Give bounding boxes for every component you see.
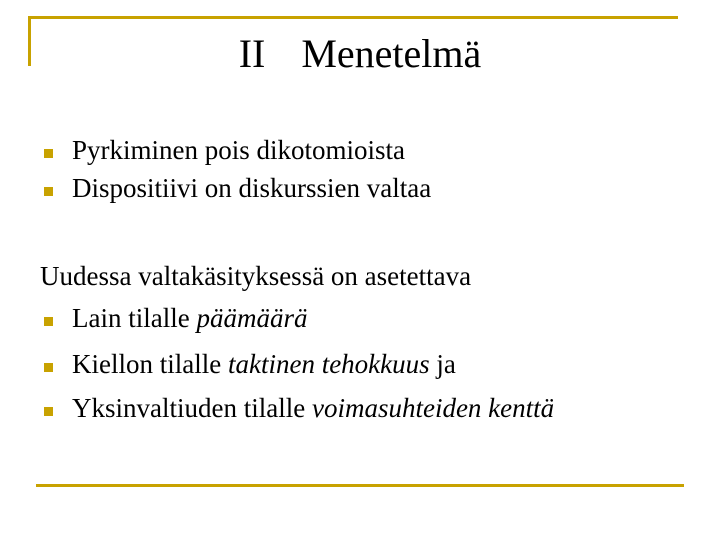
item-italic-text: taktinen tehokkuus	[227, 349, 430, 379]
item-italic-text: päämäärä	[196, 303, 308, 333]
item-after-text: ja	[429, 349, 456, 379]
intro-text: Uudessa valtakäsityksessä on asetettava	[40, 261, 472, 291]
item-plain-text: Kiellon tilalle	[72, 349, 228, 379]
square-bullet-icon	[44, 407, 53, 416]
bullet-text-1: Pyrkiminen pois dikotomioista	[72, 135, 406, 165]
list-item	[72, 392, 554, 424]
square-bullet-icon	[44, 187, 53, 196]
title-number: II	[238, 31, 266, 76]
title-text: Menetelmä	[301, 31, 482, 76]
item-plain-text: Lain tilalle	[72, 303, 197, 333]
item-plain-text: Yksinvaltiuden tilalle	[72, 393, 312, 423]
slide-title	[0, 28, 720, 80]
list-item	[72, 302, 307, 334]
square-bullet-icon	[44, 317, 53, 326]
item-italic-text: voimasuhteiden kenttä	[311, 393, 555, 423]
list-item	[72, 348, 456, 380]
square-bullet-icon	[44, 363, 53, 372]
frame-top-rule	[28, 16, 678, 19]
bullet-text-2: Dispositiivi on diskurssien valtaa	[72, 173, 432, 203]
frame-bottom-rule	[36, 484, 684, 487]
square-bullet-icon	[44, 149, 53, 158]
